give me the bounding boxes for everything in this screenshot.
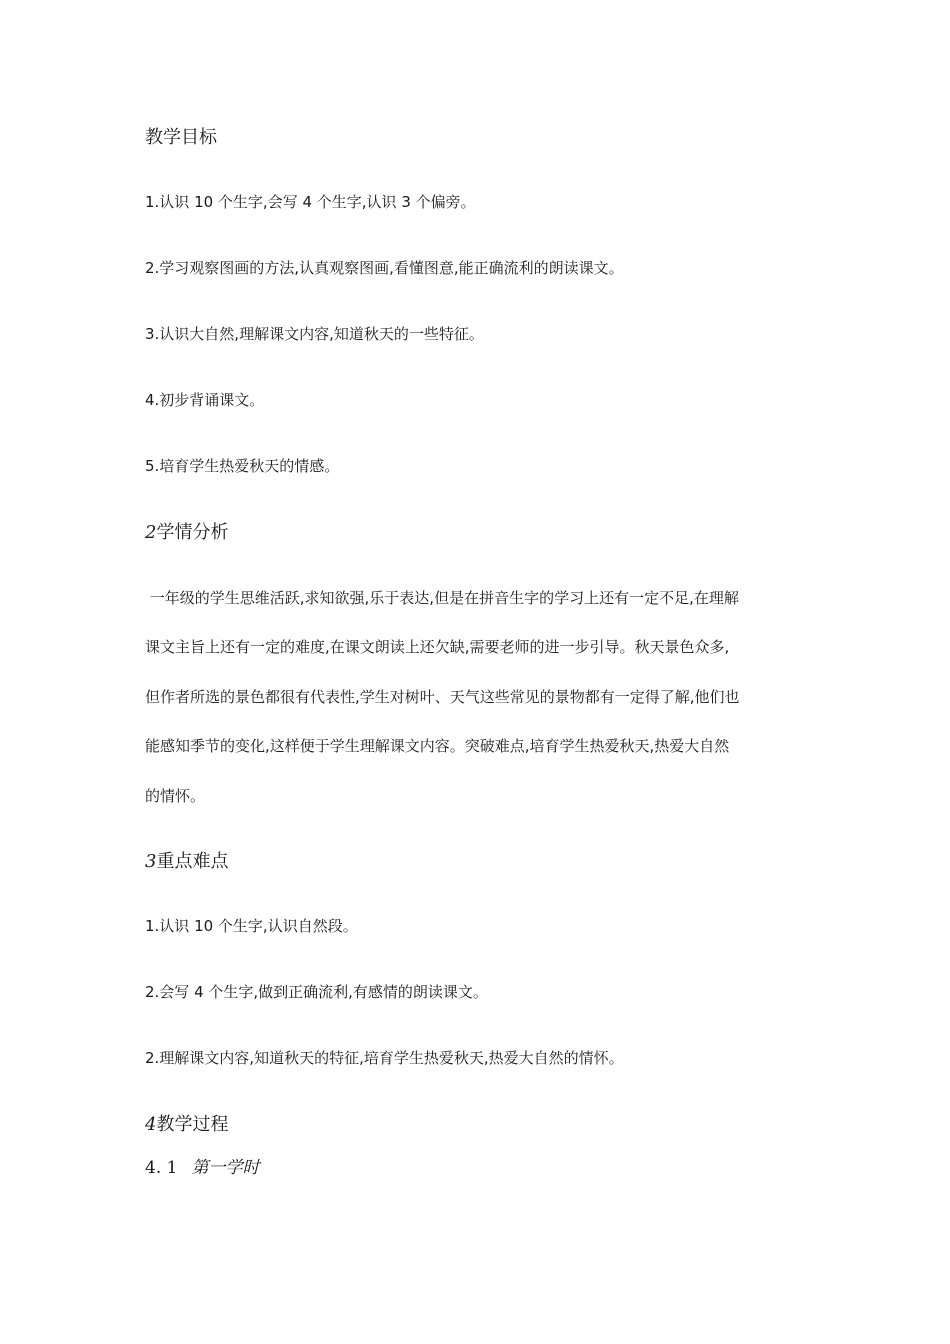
heading-text: 重点难点 [156, 851, 229, 872]
goal-item: 2.学习观察图画的方法,认真观察图画,看懂图意,能正确流利的朗读课文。 [145, 259, 624, 277]
key-point-item: 1.认识 10 个生字,认识自然段。 [145, 917, 358, 935]
subsection-title: 第一学时 [191, 1158, 260, 1178]
key-point-item: 2.理解课文内容,知道秋天的特征,培育学生热爱秋天,热爱大自然的情怀。 [145, 1049, 624, 1067]
heading-text: 教学过程 [156, 1114, 229, 1135]
paragraph-line: 的情怀。 [145, 787, 206, 805]
goal-item: 1.认识 10 个生字,会写 4 个生字,认识 3 个偏旁。 [145, 193, 476, 211]
section-heading-teaching-goals [145, 129, 217, 147]
heading-text: 教学目标 [145, 127, 217, 148]
heading-number: 2 [145, 522, 157, 543]
paragraph-line: 一年级的学生思维活跃,求知欲强,乐于表达,但是在拼音生字的学习上还有一定不足,在理解 [145, 589, 739, 607]
goal-item: 5.培育学生热爱秋天的情感。 [145, 457, 340, 475]
paragraph-line: 能感知季节的变化,这样便于学生理解课文内容。突破难点,培育学生热爱秋天,热爱大自然 [145, 737, 730, 755]
paragraph-line: 但作者所选的景色都很有代表性,学生对树叶、天气这些常见的景物都有一定得了解,他们也 [145, 688, 740, 706]
section-heading-teaching-process [145, 1116, 228, 1134]
goal-item: 4.初步背诵课文。 [145, 391, 265, 409]
section-heading-student-analysis [145, 524, 228, 542]
heading-number: 3 [145, 851, 157, 872]
subsection-heading-first-lesson [145, 1160, 259, 1177]
section-heading-key-points [145, 853, 228, 871]
heading-number: 4 [145, 1114, 157, 1135]
key-point-item: 2.会写 4 个生字,做到正确流利,有感情的朗读课文。 [145, 983, 488, 1001]
paragraph-line: 课文主旨上还有一定的难度,在课文朗读上还欠缺,需要老师的进一步引导。秋天景色众多, [145, 638, 730, 656]
subsection-number: 4. 1 [145, 1158, 178, 1178]
goal-item: 3.认识大自然,理解课文内容,知道秋天的一些特征。 [145, 325, 484, 343]
heading-text: 学情分析 [156, 522, 229, 543]
